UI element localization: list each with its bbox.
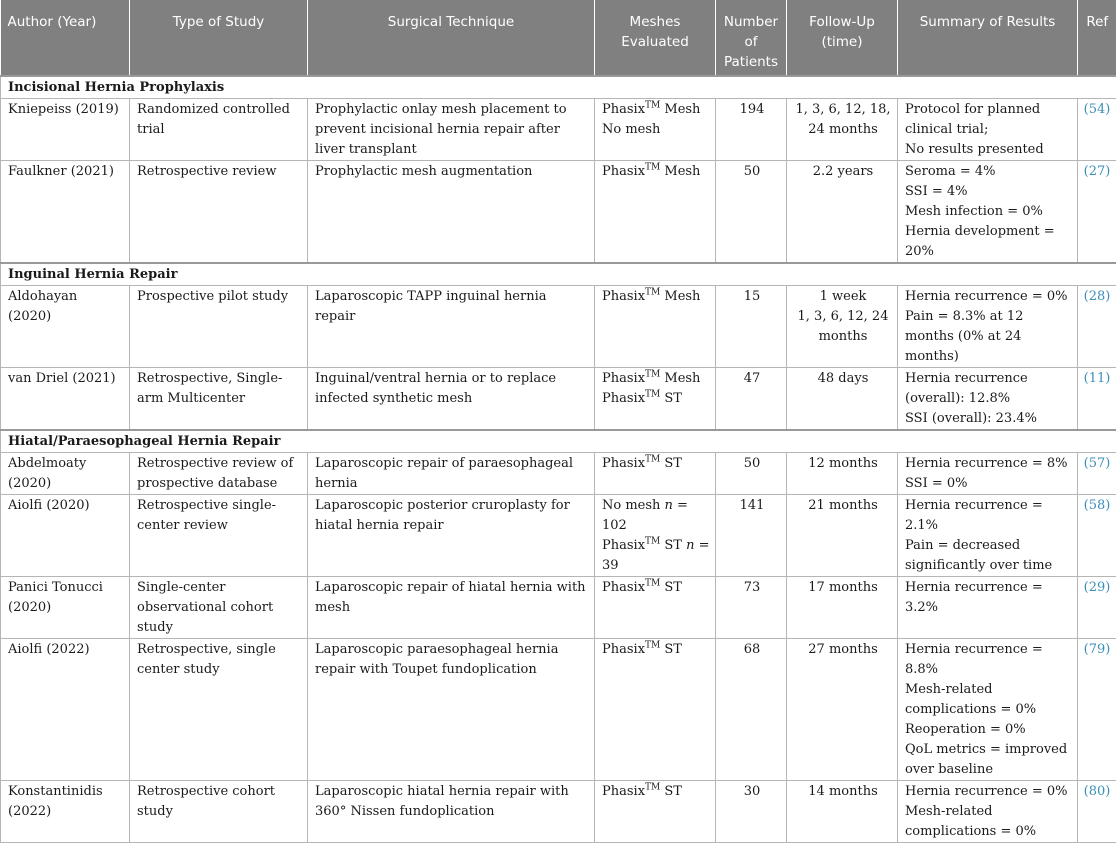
cell-meshes: No mesh n = 102 Phasix™ ST n = 39 xyxy=(595,495,716,577)
cell-results: Hernia recurrence (overall): 12.8% SSI (overall): 23.4% xyxy=(898,368,1078,431)
ref-link[interactable]: (28) xyxy=(1078,286,1116,368)
header-technique: Surgical Technique xyxy=(308,0,595,76)
ref-link[interactable]: (79) xyxy=(1078,639,1116,781)
cell-followup: 14 months xyxy=(787,781,898,843)
cell-results: Hernia recurrence = 8.8% Mesh-related complications = 0% Reoperation = 0% QoL metrics = improved over baseline xyxy=(898,639,1078,781)
cell-type: Retrospective review xyxy=(130,161,308,264)
cell-meshes: Phasix™ ST xyxy=(595,781,716,843)
header-ref: Ref xyxy=(1078,0,1116,76)
cell-technique: Laparoscopic repair of paraesophageal hernia xyxy=(308,453,595,495)
cell-author: Faulkner (2021) xyxy=(1,161,130,264)
cell-type: Retrospective cohort study xyxy=(130,781,308,843)
ref-link[interactable]: (29) xyxy=(1078,577,1116,639)
cell-results: Protocol for planned clinical trial; No results presented xyxy=(898,99,1078,161)
cell-followup: 27 months xyxy=(787,639,898,781)
cell-followup: 12 months xyxy=(787,453,898,495)
cell-author: Aiolfi (2022) xyxy=(1,639,130,781)
cell-type: Randomized controlled trial xyxy=(130,99,308,161)
cell-followup: 48 days xyxy=(787,368,898,431)
header-followup: Follow-Up (time) xyxy=(787,0,898,76)
ref-link[interactable]: (58) xyxy=(1078,495,1116,577)
cell-technique: Inguinal/ventral hernia or to replace infected synthetic mesh xyxy=(308,368,595,431)
cell-author: Panici Tonucci (2020) xyxy=(1,577,130,639)
cell-type: Retrospective, single center study xyxy=(130,639,308,781)
cell-type: Single-center observational cohort study xyxy=(130,577,308,639)
cell-author: Abdelmoaty (2020) xyxy=(1,453,130,495)
cell-patients: 141 xyxy=(716,495,787,577)
cell-patients: 47 xyxy=(716,368,787,431)
table-row xyxy=(1,286,1116,368)
cell-type: Prospective pilot study xyxy=(130,286,308,368)
cell-results: Hernia recurrence = 2.1% Pain = decreased significantly over time xyxy=(898,495,1078,577)
table-row xyxy=(1,577,1116,639)
cell-meshes: Phasix™ ST xyxy=(595,639,716,781)
header-meshes: Meshes Evaluated xyxy=(595,0,716,76)
cell-meshes: Phasix™ Mesh xyxy=(595,161,716,264)
cell-patients: 50 xyxy=(716,161,787,264)
cell-author: Aiolfi (2020) xyxy=(1,495,130,577)
cell-technique: Prophylactic onlay mesh placement to prevent incisional hernia repair after liver transplant xyxy=(308,99,595,161)
section-row xyxy=(1,76,1116,99)
cell-followup: 1 week 1, 3, 6, 12, 24 months xyxy=(787,286,898,368)
table-row xyxy=(1,453,1116,495)
ref-link[interactable]: (80) xyxy=(1078,781,1116,843)
cell-meshes: Phasix™ Mesh No mesh xyxy=(595,99,716,161)
cell-author: Konstantinidis (2022) xyxy=(1,781,130,843)
cell-followup: 2.2 years xyxy=(787,161,898,264)
cell-type: Retrospective, Single-arm Multicenter xyxy=(130,368,308,431)
cell-patients: 68 xyxy=(716,639,787,781)
cell-results: Hernia recurrence = 0% Mesh-related complications = 0% xyxy=(898,781,1078,843)
table-row xyxy=(1,495,1116,577)
ref-link[interactable]: (54) xyxy=(1078,99,1116,161)
table-row xyxy=(1,368,1116,431)
cell-results: Hernia recurrence = 3.2% xyxy=(898,577,1078,639)
header-type: Type of Study xyxy=(130,0,308,76)
table-row xyxy=(1,161,1116,264)
cell-patients: 50 xyxy=(716,453,787,495)
cell-meshes: Phasix™ ST xyxy=(595,577,716,639)
cell-followup: 17 months xyxy=(787,577,898,639)
cell-technique: Laparoscopic posterior cruroplasty for hiatal hernia repair xyxy=(308,495,595,577)
cell-technique: Laparoscopic hiatal hernia repair with 360° Nissen fundoplication xyxy=(308,781,595,843)
cell-meshes: Phasix™ Mesh Phasix™ ST xyxy=(595,368,716,431)
cell-followup: 21 months xyxy=(787,495,898,577)
cell-author: Aldohayan (2020) xyxy=(1,286,130,368)
cell-technique: Laparoscopic TAPP inguinal hernia repair xyxy=(308,286,595,368)
cell-type: Retrospective single-center review xyxy=(130,495,308,577)
cell-author: van Driel (2021) xyxy=(1,368,130,431)
header-author: Author (Year) xyxy=(1,0,130,76)
section-row xyxy=(1,430,1116,453)
ref-link[interactable]: (27) xyxy=(1078,161,1116,264)
section-title: Inguinal Hernia Repair xyxy=(1,263,1116,286)
cell-technique: Laparoscopic repair of hiatal hernia with mesh xyxy=(308,577,595,639)
cell-results: Seroma = 4% SSI = 4% Mesh infection = 0% Hernia development = 20% xyxy=(898,161,1078,264)
header-patients: Number of Patients xyxy=(716,0,787,76)
cell-type: Retrospective review of prospective database xyxy=(130,453,308,495)
header-results: Summary of Results xyxy=(898,0,1078,76)
cell-patients: 194 xyxy=(716,99,787,161)
ref-link[interactable]: (57) xyxy=(1078,453,1116,495)
cell-patients: 73 xyxy=(716,577,787,639)
table-header xyxy=(1,0,1116,76)
cell-patients: 15 xyxy=(716,286,787,368)
table-row xyxy=(1,639,1116,781)
cell-patients: 30 xyxy=(716,781,787,843)
table-row xyxy=(1,99,1116,161)
ref-link[interactable]: (11) xyxy=(1078,368,1116,431)
cell-author: Kniepeiss (2019) xyxy=(1,99,130,161)
cell-results: Hernia recurrence = 8% SSI = 0% xyxy=(898,453,1078,495)
section-row xyxy=(1,263,1116,286)
table-row xyxy=(1,781,1116,843)
cell-technique: Laparoscopic paraesophageal hernia repair with Toupet fundoplication xyxy=(308,639,595,781)
cell-results: Hernia recurrence = 0% Pain = 8.3% at 12 months (0% at 24 months) xyxy=(898,286,1078,368)
cell-meshes: Phasix™ ST xyxy=(595,453,716,495)
cell-meshes: Phasix™ Mesh xyxy=(595,286,716,368)
cell-followup: 1, 3, 6, 12, 18, 24 months xyxy=(787,99,898,161)
section-title: Hiatal/Paraesophageal Hernia Repair xyxy=(1,430,1116,453)
cell-technique: Prophylactic mesh augmentation xyxy=(308,161,595,264)
section-title: Incisional Hernia Prophylaxis xyxy=(1,76,1116,99)
